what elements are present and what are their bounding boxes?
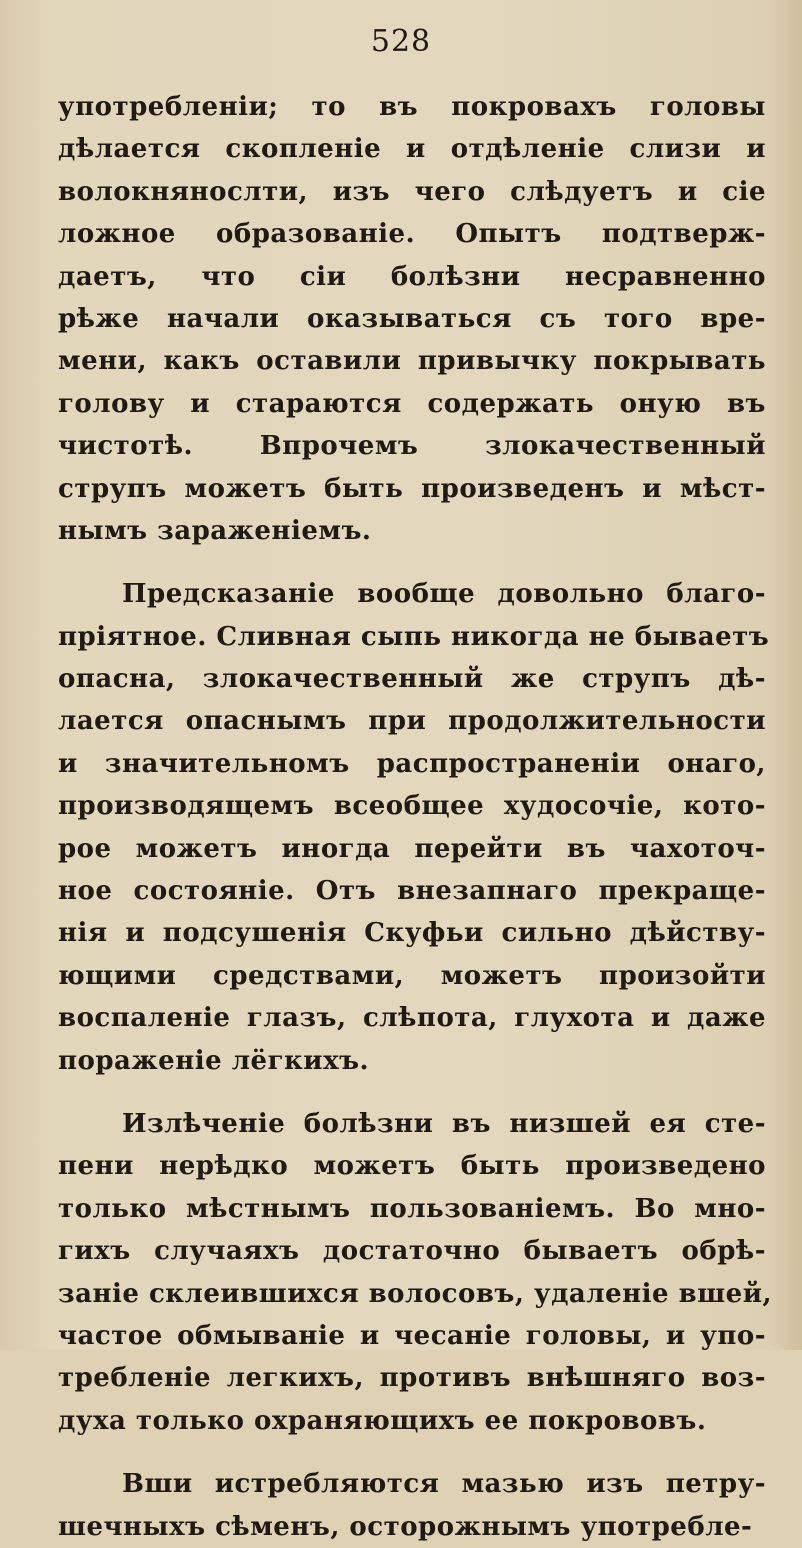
- paragraph-gap: [58, 1082, 766, 1103]
- text-line: духа только охраняющихъ ее покрововъ.: [58, 1405, 707, 1436]
- paragraph: [58, 1463, 766, 1548]
- paragraph-gap: [58, 552, 766, 573]
- text-line: мени, какъ оставили привычку покрывать: [58, 346, 766, 377]
- text-line: и значительномъ распространеніи онаго,: [58, 748, 766, 779]
- text-line: ющими средствами, можетъ произойти: [58, 960, 766, 991]
- text-line: волокнянослти, изъ чего слѣдуетъ и сіе: [58, 176, 766, 207]
- text-line: ложное образованіе. Опытъ подтверж-: [58, 219, 766, 250]
- text-line: гихъ случаяхъ достаточно бываетъ обрѣ-: [58, 1236, 766, 1267]
- body-text: [58, 86, 773, 1548]
- paragraph-gap: [58, 1442, 766, 1463]
- text-line: нымъ зараженіемъ.: [58, 515, 372, 546]
- text-line: нія и подсушенія Скуфьи сильно дѣйству-: [58, 918, 766, 949]
- text-line: чистотѣ. Впрочемъ злокачественный: [58, 431, 766, 462]
- text-line: шечныхъ сѣменъ, осторожнымъ употребле-: [58, 1511, 753, 1542]
- text-line: лается опаснымъ при продолжительности: [58, 706, 766, 737]
- text-line: рое можетъ иногда перейти въ чахоточ-: [58, 833, 766, 864]
- text-line: пріятное. Сливная сыпь никогда не бываетъ: [58, 621, 770, 652]
- text-line: Предсказаніе вообще довольно благо-: [122, 579, 766, 610]
- text-line: пени нерѣдко можетъ быть произведено: [58, 1151, 766, 1182]
- paragraph: [58, 573, 770, 1082]
- page-number: 528: [370, 24, 432, 59]
- text-line: дѣлается скопленіе и отдѣленіе слизи и: [58, 134, 766, 165]
- paragraph: [58, 1103, 773, 1442]
- text-line: частое обмываніе и чесаніе головы, и упо-: [58, 1320, 766, 1351]
- text-line: производящемъ всеобщее худосочіе, кото-: [58, 791, 766, 822]
- text-line: голову и стараются содержать оную въ: [58, 388, 766, 419]
- text-line: пораженіе лёгкихъ.: [58, 1045, 370, 1076]
- text-line: ное состояніе. Отъ внезапнаго прекраще-: [58, 876, 766, 907]
- text-line: только мѣстнымъ пользованіемъ. Во мно-: [58, 1193, 766, 1224]
- text-line: воспаленіе глазъ, слѣпота, глухота и даже: [58, 1003, 766, 1034]
- text-line: опасна, злокачественный же струпъ дѣ-: [58, 664, 766, 695]
- text-line: рѣже начали оказываться съ того вре-: [58, 303, 766, 334]
- text-line: Излѣченіе болѣзни въ низшей ея сте-: [122, 1108, 766, 1139]
- text-line: даетъ, что сіи болѣзни несравненно: [58, 261, 766, 292]
- text-line: Вши истребляются мазью изъ петру-: [122, 1469, 766, 1500]
- text-line: заніе склеившихся волосовъ, удаленіе вшей,: [58, 1278, 773, 1309]
- text-line: струпъ можетъ быть произведенъ и мѣст-: [58, 473, 766, 504]
- text-line: употребленіи; то въ покровахъ головы: [58, 92, 766, 122]
- text-line: требленіе легкихъ, противъ внѣшняго воз-: [58, 1363, 766, 1394]
- paragraph: [58, 86, 766, 552]
